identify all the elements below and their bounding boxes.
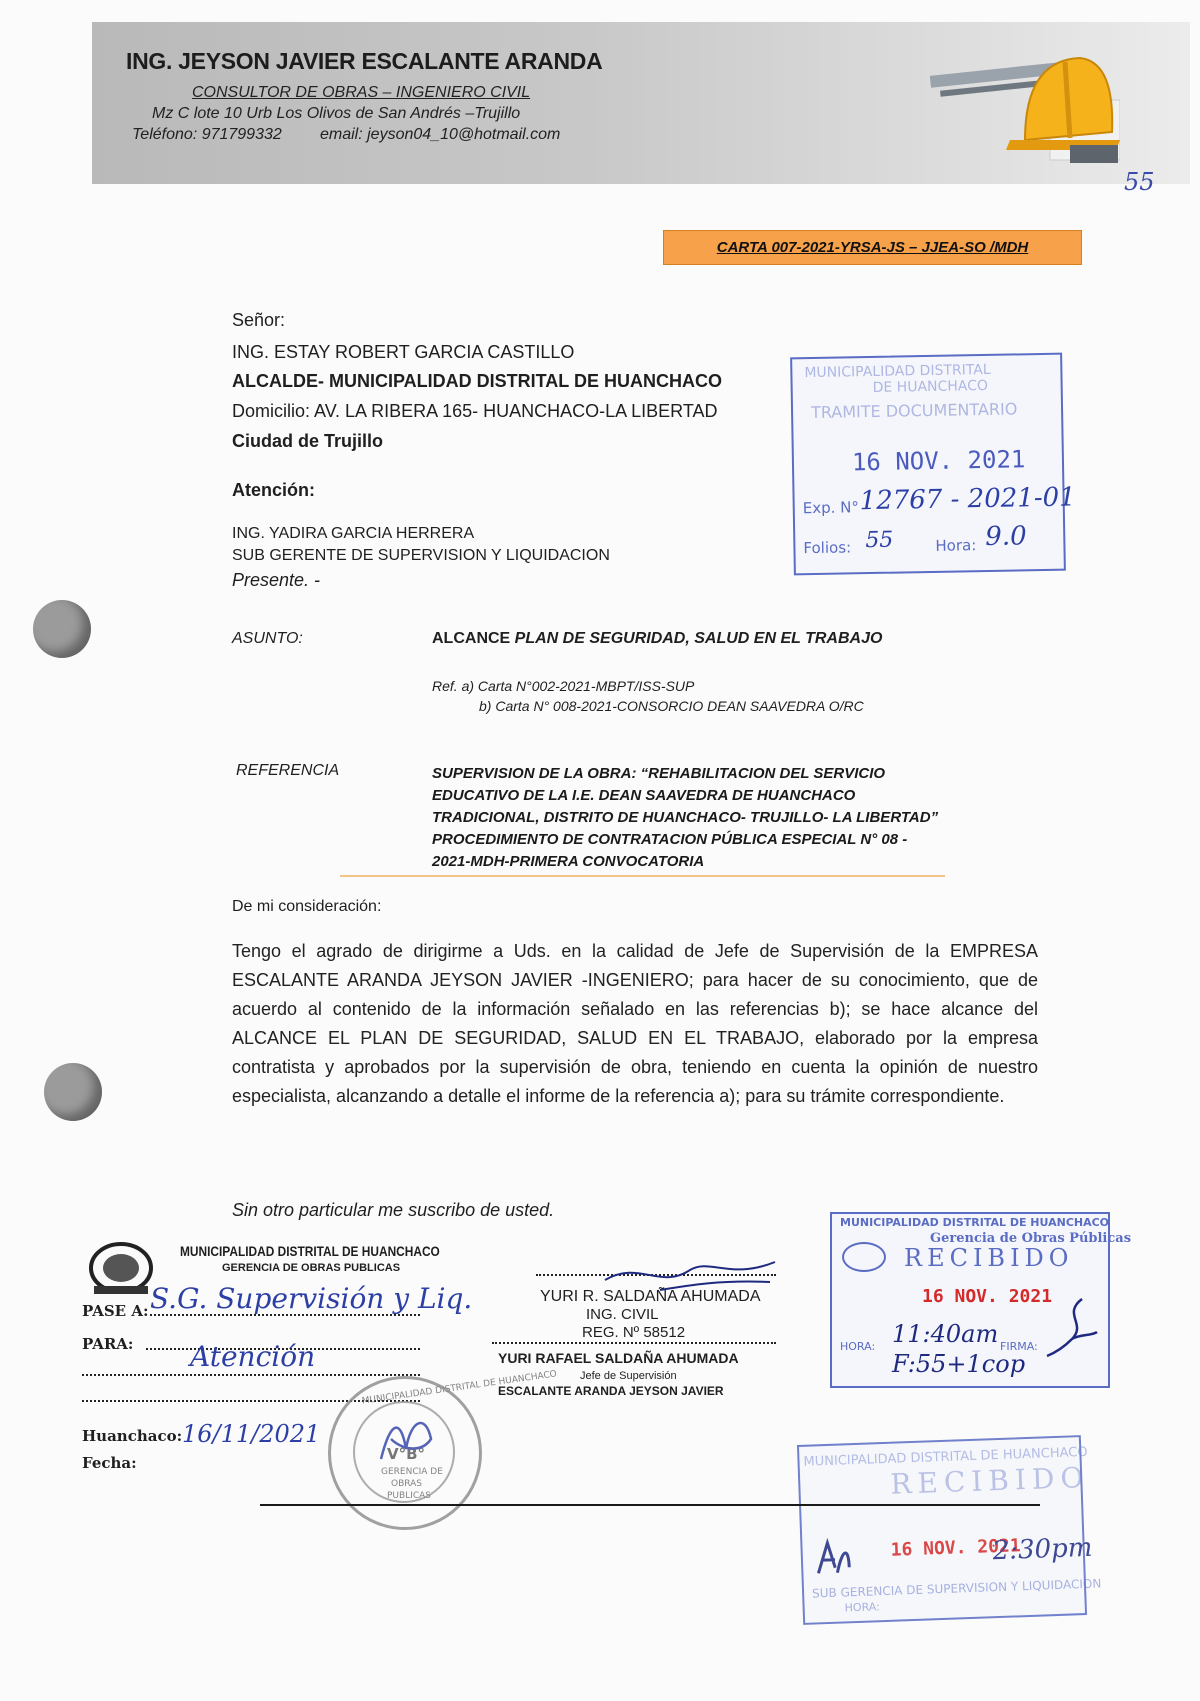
reference-code-box <box>663 230 1082 265</box>
recibido-hora-value: 11:40am <box>892 1320 999 1348</box>
para-value: Atención <box>190 1340 316 1373</box>
recibido2-title: RECIBIDO <box>889 1460 1090 1501</box>
subject-lead: ALCANCE <box>432 630 511 647</box>
bottom-rule <box>260 1504 1040 1506</box>
round-stamp-center: OBRAS <box>391 1479 423 1489</box>
referencia-line: PROCEDIMIENTO DE CONTRATACION PÚBLICA ESPECIAL N° 08 - <box>432 831 908 848</box>
municipal-seal-icon <box>842 1242 886 1272</box>
letterhead-email: email: jeyson04_10@hotmail.com <box>320 126 561 143</box>
referencia-line: SUPERVISION DE LA OBRA: “REHABILITACION DEL SERVICIO <box>432 765 886 782</box>
round-stamp-center: GERENCIA DE <box>381 1467 443 1477</box>
tramite-stamp <box>790 353 1076 576</box>
place-label: Huanchaco: <box>82 1427 183 1445</box>
punch-hole <box>33 600 91 658</box>
recibido2-dept: SUB GERENCIA DE SUPERVISION Y LIQUIDACION <box>811 1576 1102 1601</box>
page-number-handwritten: 55 <box>1124 168 1155 196</box>
stamp-signature <box>371 1409 441 1469</box>
punch-hole <box>44 1063 102 1121</box>
signature-stamp-name: YURI R. SALDAÑA AHUMADA <box>540 1288 761 1305</box>
signature-dots <box>492 1342 776 1344</box>
reference-code: CARTA 007-2021-YRSA-JS – JJEA-SO /MDH <box>716 239 1029 256</box>
recipient-address: Domicilio: AV. LA RIBERA 165- HUANCHACO-LA LIBERTAD <box>232 401 718 421</box>
para-line-2 <box>82 1374 420 1376</box>
tramite-folios-value: 55 <box>865 527 894 554</box>
referencia-text <box>432 763 938 873</box>
municipal-crest-icon <box>86 1238 156 1298</box>
round-stamp-ring: MUNICIPALIDAD DISTRITAL DE HUANCHACO <box>361 1369 558 1407</box>
referencia-line: TRADICIONAL, DISTRITO DE HUANCHACO- TRUJILLO- LA LIBERTAD” <box>432 809 939 826</box>
signature-company: ESCALANTE ARANDA JEYSON JAVIER <box>498 1384 724 1398</box>
greeting: De mi consideración: <box>232 898 382 915</box>
recibido-folios-value: F:55+1cop <box>892 1350 1026 1378</box>
recibido-stamp-title: RECIBIDO <box>904 1244 1074 1272</box>
signature-stamp-title: ING. CIVIL <box>586 1306 659 1323</box>
helmet-ruler-icon <box>930 40 1120 170</box>
closing: Sin otro particular me suscribo de usted. <box>232 1200 555 1220</box>
handwritten-signature <box>1042 1294 1102 1364</box>
tramite-folios-label: Folios: <box>803 538 852 558</box>
referencia-line: EDUCATIVO DE LA I.E. DEAN SAAVEDRA DE HUANCHACO <box>432 787 856 804</box>
referencia-label: REFERENCIA <box>236 762 340 779</box>
recipient-name: ING. ESTAY ROBERT GARCIA CASTILLO <box>232 342 575 362</box>
recibido-stamp-date: 16 NOV. 2021 <box>922 1286 1053 1307</box>
tramite-hora-label: Hora: <box>935 536 977 555</box>
recibido-firma-label: FIRMA: <box>1000 1340 1038 1353</box>
recipient-position: ALCALDE- MUNICIPALIDAD DISTRITAL DE HUANCHACO <box>232 371 722 391</box>
presente: Presente. - <box>232 570 321 590</box>
round-stamp-center: PUBLICAS <box>387 1491 432 1501</box>
recibido-stamp <box>830 1212 1132 1388</box>
letterhead-address: Mz C lote 10 Urb Los Olivos de San Andrés –Trujillo <box>152 105 521 122</box>
recibido-hora-label: HORA: <box>840 1340 876 1353</box>
recibido-stamp-org: MUNICIPALIDAD DISTRITAL DE HUANCHACO <box>840 1216 1110 1229</box>
recibido-stamp-dept: Gerencia de Obras Públicas <box>930 1231 1132 1246</box>
refs-label: Ref. <box>432 678 458 694</box>
handwritten-initials <box>812 1537 853 1578</box>
recibido2-hora-value: 2:30pm <box>992 1532 1093 1567</box>
attention-name: ING. YADIRA GARCIA HERRERA <box>232 525 475 542</box>
signature-role: Jefe de Supervisión <box>580 1370 677 1382</box>
signature-stamp-reg: REG. Nº 58512 <box>582 1324 686 1341</box>
pase-dept: GERENCIA DE OBRAS PUBLICAS <box>222 1262 401 1274</box>
ref-a: a) Carta N°002-2021-MBPT/ISS-SUP <box>461 678 695 694</box>
round-stamp <box>328 1369 558 1530</box>
fecha-label: Fecha: <box>82 1454 137 1472</box>
ref-b: b) Carta N° 008-2021-CONSORCIO DEAN SAAVEDRA O/RC <box>479 698 864 714</box>
refs-block <box>432 678 694 694</box>
tramite-exp-value: 12767 - 2021-01 <box>859 482 1076 517</box>
recibido2-org: MUNICIPALIDAD DISTRITAL DE HUANCHACO <box>803 1444 1088 1470</box>
pase-org: MUNICIPALIDAD DISTRITAL DE HUANCHACO <box>180 1243 440 1259</box>
letterhead-name: ING. JEYSON JAVIER ESCALANTE ARANDA <box>126 48 603 74</box>
referencia-line: 2021-MDH-PRIMERA CONVOCATORIA <box>432 853 705 870</box>
tramite-stamp-line: DE HUANCHACO <box>872 377 989 396</box>
letterhead <box>92 22 1190 184</box>
date-value: 16/11/2021 <box>182 1420 321 1448</box>
letterhead-title: CONSULTOR DE OBRAS – INGENIERO CIVIL <box>192 84 531 101</box>
attention-position: SUB GERENTE DE SUPERVISION Y LIQUIDACION <box>232 547 610 564</box>
body-paragraph: Tengo el agrado de dirigirme a Uds. en la calidad de Jefe de Supervisión de la EMPRESA ESCALANTE ARANDA JEYSON JAVIER -INGENIERO; para hacer de su conocimiento, que de acuerdo al contenido de la información señalado en las referencias b); se hace alcance del ALCANCE EL PLAN DE SEGURIDAD, SALUD EN EL TRABAJO, elaborado por la empresa contratista y aprobados por la supervisión de obra, teniendo en cuenta la opinión de nuestro especialista, alcanzando a detalle el informe de la referencia a); para su trámite correspondiente. <box>232 941 1038 1106</box>
tramite-stamp-line: MUNICIPALIDAD DISTRITAL <box>804 361 991 382</box>
pase-label: PASE A: <box>82 1302 149 1320</box>
tramite-stamp-line: TRAMITE DOCUMENTARIO <box>810 399 1018 423</box>
pase-value: S.G. Supervisión y Liq. <box>150 1282 473 1315</box>
recibido2-hora-label: HORA: <box>844 1600 881 1615</box>
round-stamp-vb: V°B° <box>387 1445 426 1463</box>
subject-title: PLAN DE SEGURIDAD, SALUD EN EL TRABAJO <box>514 630 883 647</box>
subject-text <box>432 630 882 648</box>
salutation: Señor: <box>232 310 286 330</box>
recibido2-date: 16 NOV. 2021 <box>890 1535 1022 1561</box>
recibido-stamp-2 <box>797 1435 1102 1625</box>
tramite-exp-label: Exp. N° <box>802 498 860 518</box>
tramite-stamp-date: 16 NOV. 2021 <box>851 445 1026 477</box>
signature-name: YURI RAFAEL SALDAÑA AHUMADA <box>498 1350 739 1366</box>
recipient-city: Ciudad de Trujillo <box>232 431 384 451</box>
subject-label: ASUNTO: <box>232 630 303 647</box>
attention-label: Atención: <box>232 480 315 500</box>
orange-divider <box>340 875 945 877</box>
tramite-hora-value: 9.0 <box>985 521 1027 553</box>
para-label: PARA: <box>82 1335 134 1353</box>
letterhead-phone: Teléfono: 971799332 <box>132 126 282 143</box>
